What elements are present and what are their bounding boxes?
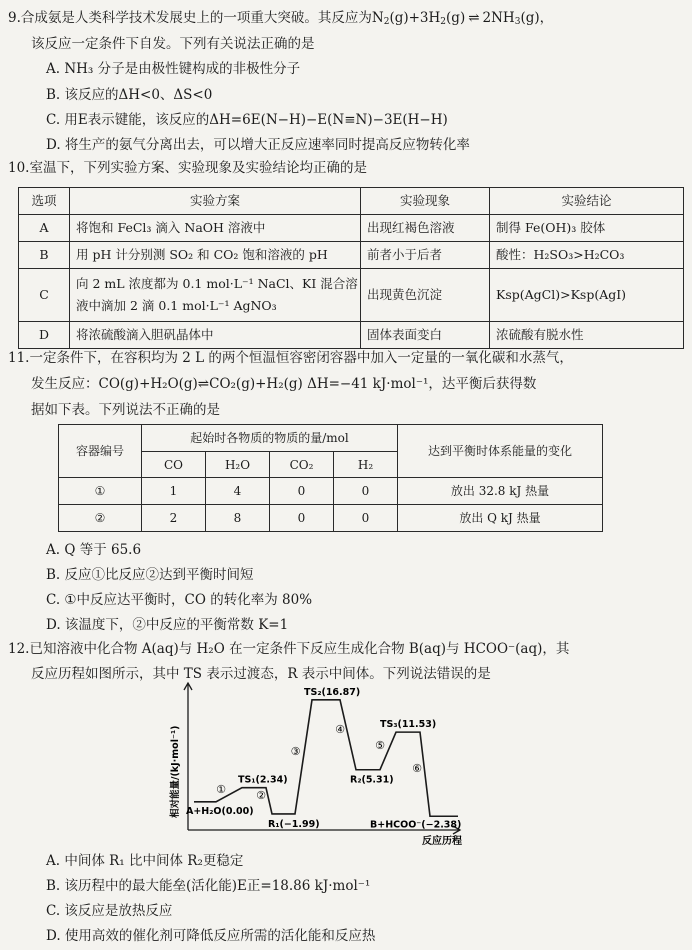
- q11-species: H₂: [334, 452, 398, 478]
- q10-row-plan: 用 pH 计分别测 SO₂ 和 CO₂ 饱和溶液的 pH: [70, 242, 361, 269]
- energy-curve: [194, 700, 458, 816]
- q9-option-d: D. 将生产的氨气分离出去，可以增大正反应速率同时提高反应物转化率: [46, 137, 470, 153]
- state-label: R₂(5.31): [350, 774, 394, 786]
- energy-profile-chart: [160, 675, 490, 850]
- chart-curve: [194, 700, 458, 816]
- q10-row-conclusion: 制得 Fe(OH)₃ 胶体: [490, 215, 684, 242]
- step-marker: ②: [256, 788, 266, 802]
- q11-row-value: 4: [206, 478, 270, 505]
- q10-row-conclusion: Ksp(AgCl)>Ksp(AgI): [490, 269, 684, 322]
- q11-option-c: C. ①中反应达平衡时，CO 的转化率为 80%: [46, 592, 313, 608]
- q11-row-value: 0: [334, 478, 398, 505]
- q11-row-value: 1: [142, 478, 206, 505]
- chart-labels: [186, 687, 461, 830]
- q10-row-phenomenon: 前者小于后者: [361, 242, 490, 269]
- q11-row-value: 0: [334, 505, 398, 532]
- q11-stem-line3: 据如下表。下列说法不正确的是: [31, 402, 220, 418]
- q11-row-value: 0: [270, 505, 334, 532]
- step-marker: ⑥: [412, 762, 422, 776]
- table-row: [19, 215, 684, 242]
- q10-header-phenomenon: 实验现象: [361, 188, 490, 215]
- state-label: TS₃(11.53): [380, 719, 437, 731]
- q11-header-energy: 达到平衡时体系能量的变化: [398, 425, 603, 478]
- step-marker: ③: [290, 744, 301, 758]
- q12-option-c: C. 该反应是放热反应: [46, 903, 173, 919]
- table-row: [19, 322, 684, 349]
- q12-stem-line1: 12.已知溶液中化合物 A(aq)与 H₂O 在一定条件下反应生成化合物 B(aq)与 HCOO⁻(aq)，其: [8, 641, 570, 657]
- q10-row-option: A: [19, 215, 70, 242]
- step-marker: ①: [216, 782, 226, 796]
- q11-row-id: ②: [59, 505, 142, 532]
- q9-option-c: C. 用E表示键能，该反应的ΔH=6E(N−H)−E(N≡N)−3E(H−H): [46, 112, 448, 128]
- q11-table: [58, 424, 603, 532]
- table-row: [59, 478, 603, 505]
- state-label: R₁(−1.99): [268, 818, 320, 830]
- q10-row-option: C: [19, 269, 70, 322]
- q10-header-conclusion: 实验结论: [490, 188, 684, 215]
- q11-row-value: 2: [142, 505, 206, 532]
- y-axis-label: 相对能量/(kJ·mol⁻¹): [170, 725, 181, 818]
- q11-row-value: 0: [270, 478, 334, 505]
- q10-row-plan: 向 2 mL 浓度都为 0.1 mol·L⁻¹ NaCl、KI 混合溶 液中滴加 2 滴 0.1 mol·L⁻¹ AgNO₃: [70, 269, 361, 322]
- q11-option-b: B. 反应①比反应②达到平衡时间短: [46, 567, 254, 583]
- q10-row-option: B: [19, 242, 70, 269]
- q12-option-b: B. 该历程中的最大能垒(活化能)E正=18.86 kJ·mol⁻¹: [46, 878, 371, 894]
- q9-option-b: B. 该反应的ΔH<0、ΔS<0: [46, 87, 213, 103]
- q12-stem-line2: 反应历程如图所示，其中 TS 表示过渡态，R 表示中间体。下列说法错误的是: [31, 666, 491, 682]
- q10-row-conclusion: 酸性：H₂SO₃>H₂CO₃: [490, 242, 684, 269]
- q11-row-energy: 放出 32.8 kJ 热量: [398, 478, 603, 505]
- step-marker: ⑤: [375, 738, 385, 752]
- q9-stem-line2: 该反应一定条件下自发。下列有关说法正确的是: [31, 36, 315, 52]
- table-row: [19, 242, 684, 269]
- q10-table: [18, 187, 684, 349]
- q10-row-conclusion: 浓硫酸有脱水性: [490, 322, 684, 349]
- q11-species: CO: [142, 452, 206, 478]
- q11-row-value: 8: [206, 505, 270, 532]
- q10-row-phenomenon: 出现红褐色溶液: [361, 215, 490, 242]
- q12-option-d: D. 使用高效的催化剂可降低反应所需的活化能和反应热: [46, 928, 376, 944]
- q10-row-plan: 将饱和 FeCl₃ 滴入 NaOH 溶液中: [70, 215, 361, 242]
- q10-row-phenomenon: 出现黄色沉淀: [361, 269, 490, 322]
- q11-row-energy: 放出 Q kJ 热量: [398, 505, 603, 532]
- q11-header-initial: 起始时各物质的物质的量/mol: [142, 425, 398, 452]
- q11-option-a: A. Q 等于 65.6: [46, 542, 142, 558]
- q11-stem-line1: 11.一定条件下，在容积均为 2 L 的两个恒温恒容密闭容器中加入一定量的一氧化碳和水蒸气，: [8, 350, 573, 366]
- state-label: B+HCOO⁻(−2.38): [370, 819, 462, 831]
- q11-species: CO₂: [270, 452, 334, 478]
- q11-row-id: ①: [59, 478, 142, 505]
- state-label: TS₁(2.34): [238, 774, 288, 786]
- state-label: A+H₂O(0.00): [186, 805, 254, 817]
- q10-row-plan: 将浓硫酸滴入胆矾晶体中: [70, 322, 361, 349]
- q9-stem-line1: 9.合成氨是人类科学技术发展史上的一项重大突破。其反应为$N_2(g)+3H_2(g)$ ⇌ $2NH_3(g)$，: [8, 10, 554, 27]
- q11-header-container: 容器编号: [59, 425, 142, 478]
- step-marker: ④: [335, 722, 345, 736]
- q11-species: H₂O: [206, 452, 270, 478]
- table-row: [59, 505, 603, 532]
- q10-header-option: 选项: [19, 188, 70, 215]
- q10-stem: 10.室温下，下列实验方案、实验现象及实验结论均正确的是: [8, 160, 367, 176]
- table-row: [19, 269, 684, 322]
- x-axis-label: 反应历程: [422, 836, 462, 847]
- q10-row-phenomenon: 固体表面变白: [361, 322, 490, 349]
- q10-header-plan: 实验方案: [70, 188, 361, 215]
- q11-stem-line2: 发生反应：CO(g)+H₂O(g)⇌CO₂(g)+H₂(g) ΔH=−41 kJ·mol⁻¹，达平衡后获得数: [31, 376, 537, 392]
- state-label: TS₂(16.87): [304, 686, 361, 698]
- q12-option-a: A. 中间体 R₁ 比中间体 R₂更稳定: [46, 853, 244, 869]
- q10-row-option: D: [19, 322, 70, 349]
- q9-option-a: A. NH₃ 分子是由极性键构成的非极性分子: [46, 61, 301, 77]
- q11-option-d: D. 该温度下，②中反应的平衡常数 K=1: [46, 617, 289, 633]
